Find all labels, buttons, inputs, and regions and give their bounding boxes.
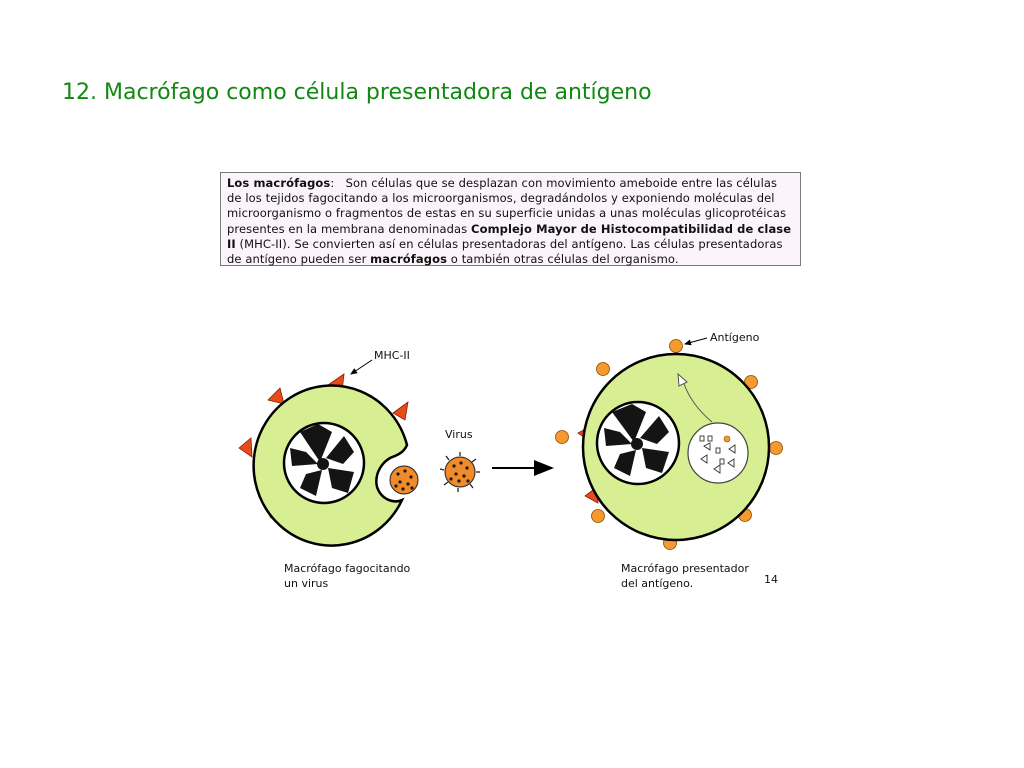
antigen-marker-icon xyxy=(556,431,569,444)
nucleus-left xyxy=(284,423,364,503)
info-line-2: de los tejidos fagocitando a los microorganismos, degradándolos y exponiendo moléculas del xyxy=(227,191,775,206)
info-line-5-bold: II xyxy=(227,236,236,251)
info-line-1: Son células que se desplazan con movimiento ameboide entre las células xyxy=(345,176,778,190)
info-line-6-plain-1: de antígeno pueden ser xyxy=(227,252,371,267)
info-heading: Los macrófagos xyxy=(227,176,331,190)
info-line-6-bold: macrófagos xyxy=(370,252,448,267)
antigen-marker-icon xyxy=(592,510,605,523)
mhc-receptor-icon xyxy=(268,388,284,404)
info-line-6-plain-2: o también otras células del organismo. xyxy=(447,252,679,267)
caption-right-line-2: del antígeno. xyxy=(621,577,694,590)
antigen-pointer-arrow xyxy=(685,338,707,344)
mhc-label: MHC-II xyxy=(374,349,410,362)
caption-left-line-2: un virus xyxy=(284,577,329,590)
virus-engulfed xyxy=(390,466,418,494)
macrophage-right xyxy=(556,340,783,550)
antigen-label: Antígeno xyxy=(710,331,760,344)
info-line-3: microorganismo o fragmentos de estas en su superficie unidas a unas moléculas glicoprotéicas xyxy=(227,206,787,221)
info-line-5-plain: (MHC-II). Se convierten así en células presentadoras del antígeno. Las células presentadoras xyxy=(235,236,783,251)
mhc-receptor-icon xyxy=(239,438,252,457)
caption-left-line-1: Macrófago fagocitando xyxy=(284,562,411,575)
virus-icon xyxy=(440,452,480,492)
virus-label: Virus xyxy=(445,428,473,441)
vesicle-icon xyxy=(688,423,748,483)
info-line-4-plain: presentes en la membrana denominadas xyxy=(227,221,472,236)
nucleus-right xyxy=(597,402,679,484)
slide-title: 12. Macrófago como célula presentadora de antígeno xyxy=(62,80,652,105)
antigen-marker-icon xyxy=(770,442,783,455)
antigen-marker-icon xyxy=(597,363,610,376)
page-number: 14 xyxy=(764,573,778,586)
mhc-pointer-arrow xyxy=(351,360,372,374)
antigen-marker-icon xyxy=(670,340,683,353)
macrophage-left xyxy=(239,374,418,546)
info-line-4-bold: Complejo Mayor de Histocompatibilidad de clase xyxy=(471,221,792,236)
info-box: Los macrófagos: Son células que se desplazan con movimiento ameboide entre las células de los tejidos fagocitando a los microorganismos, degradándolos y exponiendo moléculas del microorganismo o fragmentos de estas en su superficie unidas a unas moléculas glicoprotéicas presentes en la membrana denominadas Complejo Mayor de Histocompatibilidad de clase II (MHC-II). Se convierten así en células presentadoras del antígeno. Las células presentadoras de antígeno pueden ser macrófagos o también otras células del organismo. xyxy=(220,172,801,266)
caption-right-line-1: Macrófago presentador xyxy=(621,562,749,575)
